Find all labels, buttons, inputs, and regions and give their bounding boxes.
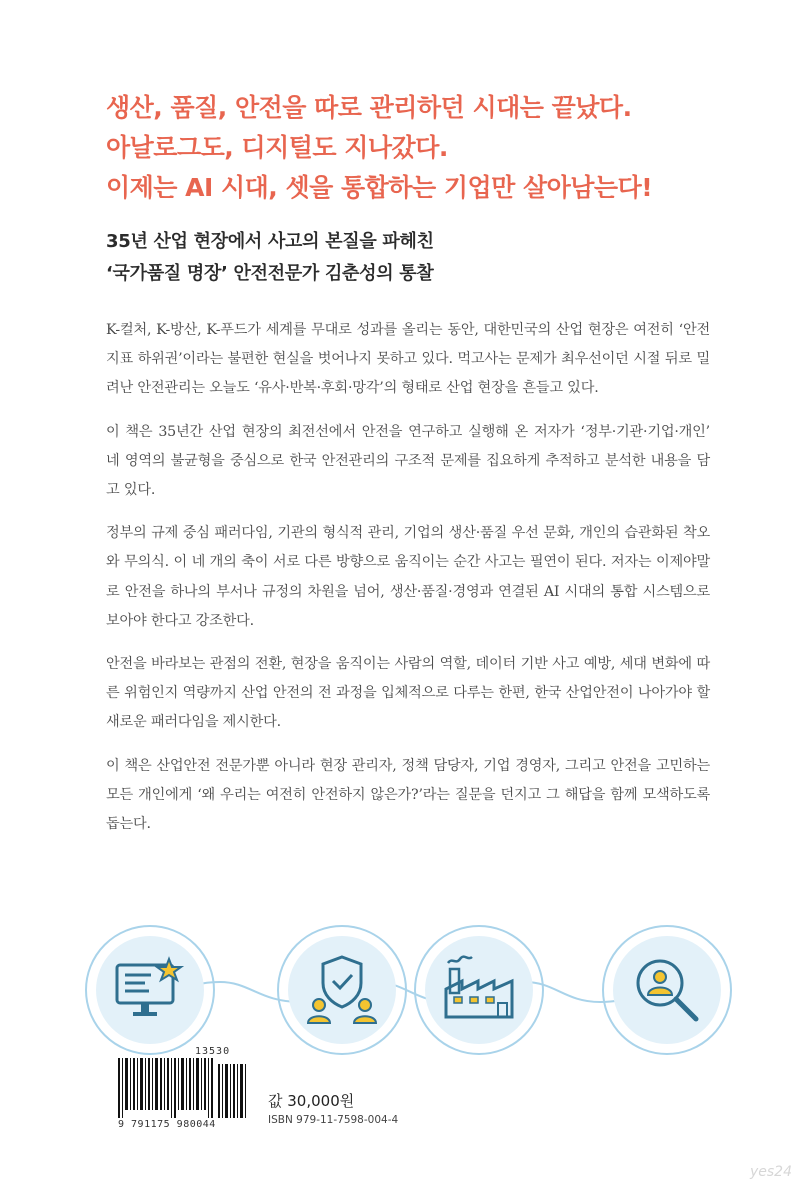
subheadline — [106, 226, 746, 290]
paragraph-3: 정부의 규제 중심 패러다임, 기관의 형식적 관리, 기업의 생산·품질 우선 문화, 개인의 습관화된 착오와 무의식. 이 네 개의 축이 서로 다른 방향으로 움직이는 순간 사고는 필연이 된다. 저자는 이제야말로 안전을 하나의 부서나 규정의 차원을 넘어, 생산·품질·경영과 연결된 AI 시대의 통합 시스템으로 보아야 한다고 강조한다. — [106, 525, 710, 629]
monitor-star-circle — [85, 925, 215, 1055]
isbn: ISBN 979-11-7598-004-4 — [268, 1114, 399, 1126]
watermark: yes24 — [749, 1164, 792, 1180]
barcode — [118, 1058, 246, 1118]
headline-line-2: 아날로그도, 디지털도 지나갔다. — [106, 133, 448, 162]
addon-code: 13530 — [195, 1046, 231, 1057]
search-person-icon — [628, 951, 706, 1029]
headline — [106, 88, 746, 208]
headline-line-3: 이제는 AI 시대, 셋을 통합하는 기업만 살아남는다! — [106, 173, 653, 202]
factory-icon — [440, 951, 518, 1029]
monitor-star-icon — [111, 951, 189, 1029]
subhead-line-2: ‘국가품질 명장’ 안전전문가 김춘성의 통찰 — [106, 263, 434, 284]
search-person-circle — [602, 925, 732, 1055]
icon-row — [150, 925, 660, 1055]
barcode-number: 9 791175 980044 — [118, 1119, 216, 1130]
paragraph-5: 이 책은 산업안전 전문가뿐 아니라 현장 관리자, 정책 담당자, 기업 경영자, 그리고 안전을 고민하는 모든 개인에게 ‘왜 우리는 여전히 안전하지 않은가?’라는 질문을 던지고 그 해답을 함께 모색하도록 돕는다. — [106, 757, 710, 833]
shield-people-circle — [277, 925, 407, 1055]
paragraph-2: 이 책은 35년간 산업 현장의 최전선에서 안전을 연구하고 실행해 온 저자가 ‘정부·기관·기업·개인’ 네 영역의 불균형을 중심으로 한국 안전관리의 구조적 문제를 집요하게 추적하고 분석한 내용을 담고 있다. — [106, 423, 710, 499]
shield-people-icon — [303, 951, 381, 1029]
subhead-line-1: 35년 산업 현장에서 사고의 본질을 파헤친 — [106, 231, 434, 252]
factory-circle — [414, 925, 544, 1055]
paragraph-4: 안전을 바라보는 관점의 전환, 현장을 움직이는 사람의 역할, 데이터 기반 사고 예방, 세대 변화에 따른 위험인지 역량까지 산업 안전의 전 과정을 입체적으로 다루는 한편, 한국 산업안전이 나아가야 할 새로운 패러다임을 제시한다. — [106, 656, 710, 731]
headline-line-1: 생산, 품질, 안전을 따로 관리하던 시대는 끝났다. — [106, 93, 632, 122]
paragraph-1: K-컬처, K-방산, K-푸드가 세계를 무대로 성과를 올리는 동안, 대한민국의 산업 현장은 여전히 ‘안전지표 하위권’이라는 불편한 현실을 벗어나지 못하고 있다. 먹고사는 문제가 최우선이던 시절 뒤로 밀려난 안전관리는 오늘도 ‘유사·반복·후회·망각’의 형태로 산업 현장을 흔들고 있다. — [106, 322, 710, 397]
description-body — [106, 316, 710, 853]
price: 값 30,000원 — [268, 1092, 355, 1110]
